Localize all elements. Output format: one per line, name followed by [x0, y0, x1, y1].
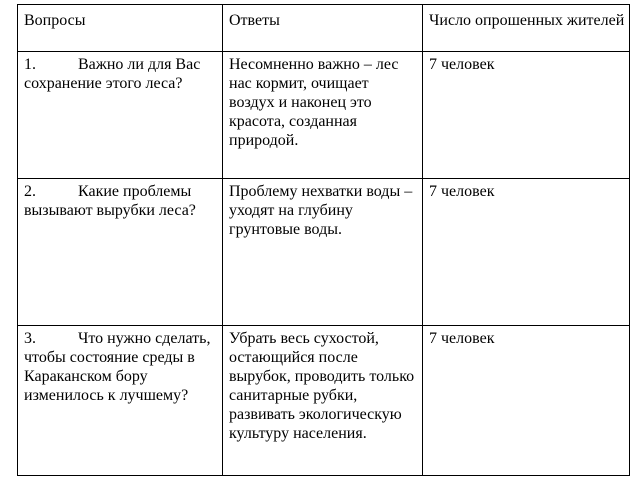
header-answers: Ответы — [223, 5, 423, 52]
question-number: 2. — [24, 183, 36, 200]
answer-text: Несомненно важно – лес нас кормит, очищает воздух и наконец это красота, созданная природой. — [229, 56, 399, 149]
table-row — [18, 52, 630, 179]
respondents-cell — [423, 52, 630, 179]
question-number: 3. — [24, 330, 36, 347]
answer-cell — [223, 179, 423, 326]
question-cell — [18, 326, 223, 476]
table-row — [18, 326, 630, 476]
respondents-count: 7 человек — [429, 330, 495, 347]
survey-table — [17, 4, 630, 476]
answer-cell — [223, 326, 423, 476]
respondents-count: 7 человек — [429, 56, 495, 73]
question-text: Важно ли для Вас сохранение этого леса? — [24, 56, 201, 92]
question-text: Какие проблемы вызывают вырубки леса? — [24, 183, 196, 219]
answer-text: Убрать весь сухостой, остающийся после вырубок, проводить только санитарные рубки, развивать экологическую культуру населения. — [229, 330, 415, 442]
table-row — [18, 179, 630, 326]
question-cell — [18, 179, 223, 326]
answer-cell — [223, 52, 423, 179]
question-cell — [18, 52, 223, 179]
respondents-cell — [423, 179, 630, 326]
respondents-count: 7 человек — [429, 183, 495, 200]
question-text: Что нужно сделать, чтобы состояние среды в Караканском бору изменилось к лучшему? — [24, 330, 211, 404]
question-number: 1. — [24, 56, 36, 73]
table-header-row — [18, 5, 630, 52]
respondents-cell — [423, 326, 630, 476]
header-questions: Вопросы — [18, 5, 223, 52]
header-respondents: Число опрошенных жителей — [423, 5, 630, 52]
answer-text: Проблему нехватки воды – уходят на глубину грунтовые воды. — [229, 183, 413, 238]
